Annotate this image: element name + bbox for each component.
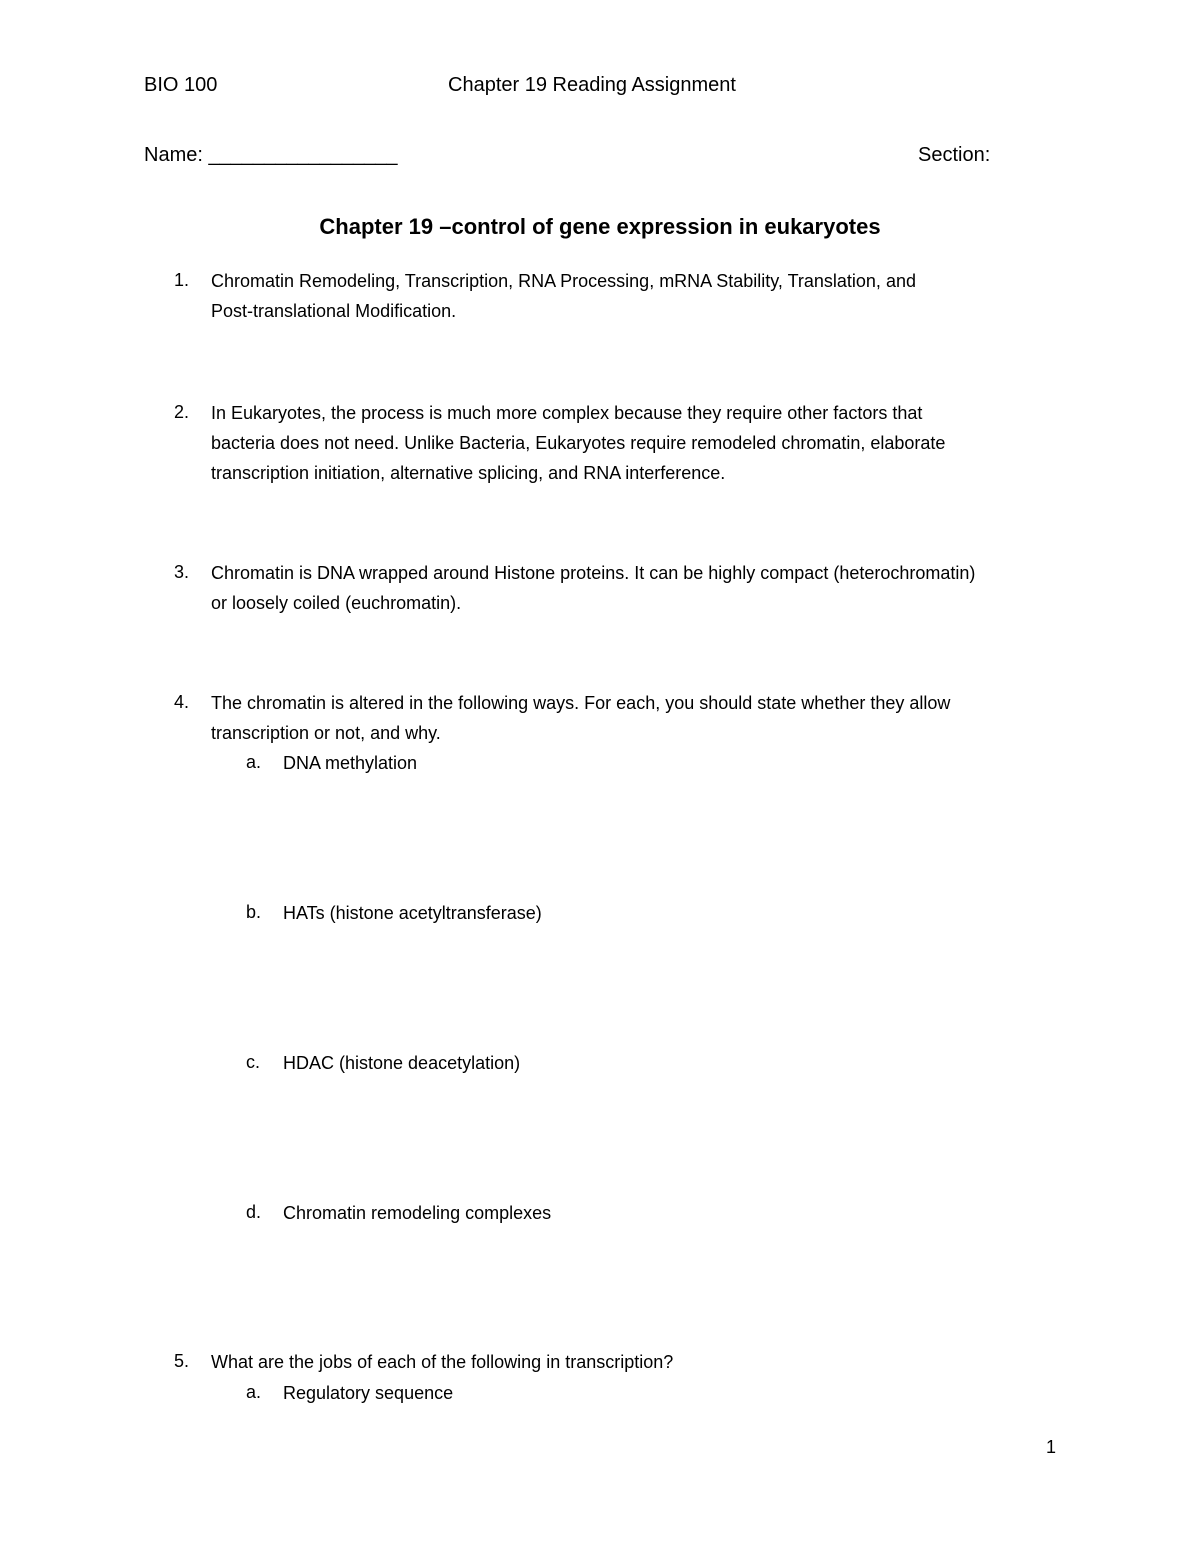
subitem-text: Chromatin remodeling complexes	[283, 1203, 552, 1223]
subitem-letter: c.	[246, 1052, 261, 1072]
assignment-title: Chapter 19 Reading Assignment	[448, 74, 736, 96]
item-line: The chromatin is altered in the following ways. For each, you should state whether they allow	[211, 693, 951, 713]
section-field-label: Section:	[918, 144, 991, 166]
page-number: 1	[1046, 1437, 1057, 1457]
item-line: or loosely coiled (euchromatin).	[211, 593, 462, 613]
item-line: Chromatin is DNA wrapped around Histone proteins. It can be highly compact (heterochromatin)	[211, 563, 976, 583]
item-line: In Eukaryotes, the process is much more complex because they require other factors that	[211, 403, 923, 423]
item-line: Chromatin Remodeling, Transcription, RNA Processing, mRNA Stability, Translation, and	[211, 271, 916, 291]
subitem-letter: b.	[246, 902, 262, 922]
item-number: 2.	[174, 402, 190, 422]
item-line: Post-translational Modification.	[211, 301, 457, 321]
subitem-letter: a.	[246, 1382, 262, 1402]
question-item	[211, 398, 945, 488]
subitem-letter: a.	[246, 752, 262, 772]
page-title: Chapter 19 –control of gene expression in eukaryotes	[319, 214, 881, 239]
name-field-label: Name: _________________	[144, 144, 398, 166]
item-number: 1.	[174, 270, 190, 290]
subitem-text: HATs (histone acetyltransferase)	[283, 903, 542, 923]
question-item	[211, 266, 916, 326]
item-line: bacteria does not need. Unlike Bacteria, Eukaryotes require remodeled chromatin, elaborate	[211, 433, 946, 453]
course-code: BIO 100	[144, 74, 218, 96]
item-line: transcription or not, and why.	[211, 723, 441, 743]
item-number: 3.	[174, 562, 190, 582]
item-number: 5.	[174, 1351, 190, 1371]
item-line: transcription initiation, alternative splicing, and RNA interference.	[211, 463, 726, 483]
subitem-text: Regulatory sequence	[283, 1383, 454, 1403]
subitem-text: HDAC (histone deacetylation)	[283, 1053, 521, 1073]
question-item	[211, 558, 975, 618]
subitem-letter: d.	[246, 1202, 262, 1222]
item-line: What are the jobs of each of the following in transcription?	[211, 1352, 674, 1372]
question-item	[211, 688, 950, 748]
question-item	[211, 1347, 673, 1377]
item-number: 4.	[174, 692, 190, 712]
subitem-text: DNA methylation	[283, 753, 418, 773]
